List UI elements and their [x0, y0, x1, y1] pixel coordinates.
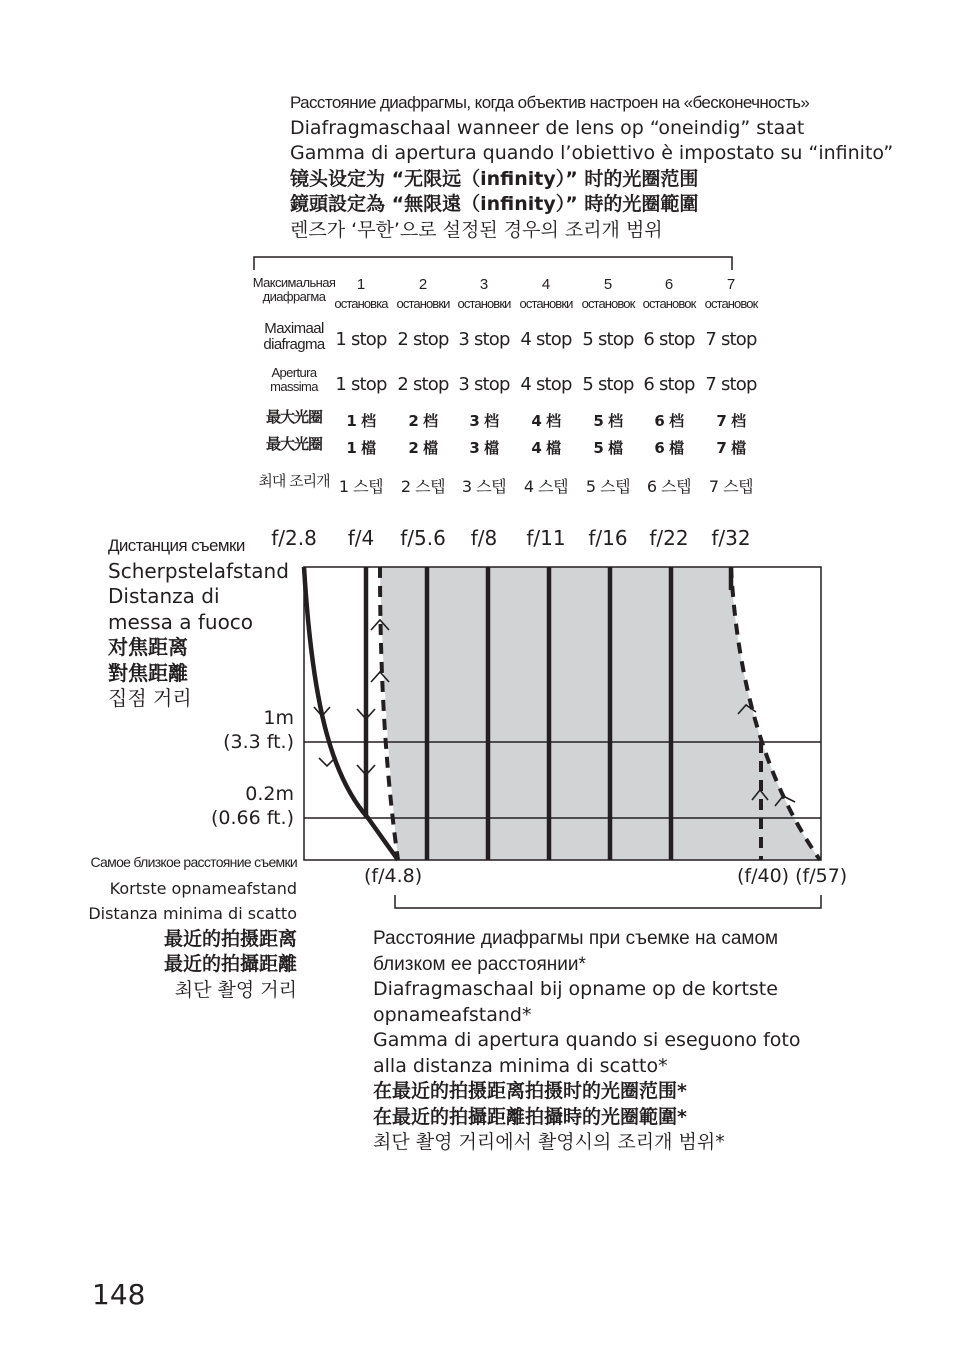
- closest-distance-nl: Kortste opnameafstand: [109, 878, 297, 898]
- stop-cell-ko: 6 스텝: [646, 477, 692, 496]
- stop-cell-it: 5 stop: [582, 374, 634, 395]
- f-number-label: f/4: [347, 526, 375, 550]
- focus-distance-it-1: Distanza di: [108, 584, 220, 608]
- row-label-ko: 최대 조리개: [258, 472, 330, 490]
- stop-cell-ru-num: 4: [541, 276, 551, 293]
- stop-cell-ru-num: 1: [356, 276, 366, 293]
- stop-cell-zh-cn: 7 档: [716, 412, 746, 430]
- closest-distance-ko: 최단 촬영 거리: [174, 978, 297, 1001]
- f-number-label: f/22: [649, 526, 689, 550]
- stop-cell-ru-num: 3: [479, 276, 489, 293]
- stop-cell-zh-cn: 5 档: [593, 412, 623, 430]
- bottom-caption-zh-tw: 在最近的拍攝距離拍攝時的光圈範圍*: [373, 1105, 687, 1128]
- stop-cell-ru-num: 5: [603, 276, 613, 293]
- top-caption-zh-tw: 鏡頭設定為 “無限遠（infinity）” 時的光圈範圍: [290, 193, 699, 215]
- stop-cell-nl: 5 stop: [582, 329, 634, 350]
- focus-distance-it-2: messa a fuoco: [108, 609, 254, 634]
- top-caption-ru: Расстояние диафрагмы, когда объектив настроен на «бесконечность»: [290, 93, 810, 112]
- label-f48: (f/4.8): [364, 865, 423, 887]
- page-number: 148: [92, 1278, 146, 1311]
- top-caption-it: Gamma di apertura quando l’obiettivo è impostato su “infinito”: [290, 142, 894, 164]
- focus-distance-zh-tw: 對焦距離: [108, 660, 188, 685]
- closest-distance-zh-cn: 最近的拍摄距离: [163, 927, 297, 950]
- stop-cell-ru-num: 6: [664, 276, 674, 293]
- row-label-it: Apertura massima: [270, 365, 318, 394]
- label-f40-f57: (f/40) (f/57): [737, 865, 848, 887]
- stop-cell-ru-word: остановки: [457, 296, 511, 311]
- f-number-label: f/8: [470, 526, 498, 550]
- stop-cell-zh-cn: 3 档: [469, 412, 499, 430]
- f-number-label: f/11: [526, 526, 566, 550]
- stop-cell-zh-tw: 7 檔: [716, 439, 746, 457]
- stop-cell-zh-cn: 6 档: [654, 412, 684, 430]
- focus-distance-ru: Дистанция съемки: [108, 536, 245, 555]
- stop-cell-it: 7 stop: [705, 374, 757, 395]
- stop-cell-zh-cn: 1 档: [346, 412, 376, 430]
- bottom-caption-nl-1: Diafragmaschaal bij opname op de kortste: [373, 978, 778, 1000]
- stop-cell-it: 1 stop: [335, 374, 387, 395]
- bottom-caption-ru-1: Расстояние диафрагмы при съемке на самом: [373, 928, 779, 949]
- stop-cell-nl: 3 stop: [458, 329, 510, 350]
- stop-cell-it: 6 stop: [643, 374, 695, 395]
- bottom-caption-it-1: Gamma di apertura quando si eseguono foto: [373, 1029, 801, 1051]
- row-label-zh-tw: 最大光圈: [265, 435, 322, 453]
- stop-cell-ko: 2 스텝: [400, 477, 446, 496]
- focus-distance-zh-cn: 对焦距离: [108, 635, 188, 659]
- top-caption-nl: Diafragmaschaal wanneer de lens op “oneindig” staat: [290, 116, 805, 139]
- closest-distance-zh-tw: 最近的拍攝距離: [163, 953, 297, 975]
- stop-cell-ru-word: остановок: [581, 296, 635, 311]
- stop-cell-ru-word: остановок: [704, 296, 758, 311]
- stop-cell-nl: 2 stop: [397, 329, 449, 350]
- stop-cell-it: 3 stop: [458, 374, 510, 395]
- stop-cell-it: 2 stop: [397, 374, 449, 395]
- stop-cell-ko: 5 스텝: [585, 477, 631, 496]
- row-label-ru: Максимальная диафрагма: [252, 275, 336, 304]
- f-number-label: f/32: [711, 526, 751, 550]
- closest-distance-it: Distanza minima di scatto: [88, 904, 297, 923]
- bottom-bracket: [395, 895, 821, 908]
- top-caption-ko: 렌즈가 ‘무한’으로 설정된 경우의 조리개 범위: [290, 218, 663, 241]
- focus-distance-ko: 집점 거리: [108, 686, 192, 710]
- stop-cell-ko: 1 스텝: [338, 477, 384, 496]
- stop-cell-it: 4 stop: [520, 374, 572, 395]
- bottom-caption-zh-cn: 在最近的拍摄距离拍摄时的光圈范围*: [373, 1080, 687, 1102]
- f-number-label: f/5.6: [400, 526, 446, 550]
- stop-cell-nl: 6 stop: [643, 329, 695, 350]
- stop-cell-ru-word: остановки: [396, 296, 450, 311]
- stop-cell-ko: 4 스텝: [523, 477, 569, 496]
- bottom-caption-it-2: alla distanza minima di scatto*: [373, 1054, 668, 1077]
- stop-cell-zh-cn: 2 档: [408, 412, 438, 430]
- stop-cell-ru-word: остановки: [519, 296, 573, 311]
- stop-cell-zh-tw: 5 檔: [593, 439, 623, 457]
- bottom-caption-ru-2: близком ее расстоянии*: [373, 953, 586, 975]
- stop-cell-zh-tw: 1 檔: [346, 439, 376, 457]
- stop-cell-zh-tw: 2 檔: [408, 439, 438, 457]
- bottom-caption: [373, 926, 800, 1156]
- stop-cell-zh-tw: 3 檔: [469, 439, 499, 457]
- row-label-nl: Maximaal diafragma: [263, 320, 325, 353]
- distance-1m: 1m (3.3 ft.): [223, 707, 294, 753]
- closest-distance-label: [88, 850, 297, 1003]
- bottom-caption-nl-2: opnameafstand*: [373, 1003, 532, 1026]
- stop-cell-ru-word: остановка: [334, 296, 388, 311]
- stop-cell-nl: 4 stop: [520, 329, 572, 350]
- stop-cell-nl: 7 stop: [705, 329, 757, 350]
- row-label-zh-cn: 最大光圈: [265, 408, 322, 426]
- stop-cell-ru-num: 2: [418, 276, 428, 293]
- distance-02m: 0.2m (0.66 ft.): [210, 783, 294, 829]
- f-number-label: f/16: [588, 526, 628, 550]
- focus-distance-nl: Scherpstelafstand: [108, 558, 289, 583]
- stop-cell-ru-num: 7: [726, 276, 736, 293]
- bottom-caption-ko: 최단 촬영 거리에서 촬영시의 조리개 범위*: [373, 1131, 725, 1153]
- stop-cell-zh-tw: 6 檔: [654, 439, 684, 457]
- stop-cell-ko: 7 스텝: [708, 477, 754, 496]
- stop-cell-zh-tw: 4 檔: [531, 439, 561, 457]
- stop-cell-ko: 3 스텝: [461, 477, 507, 496]
- closest-distance-ru: Самое близкое расстояние съемки: [90, 854, 297, 870]
- top-caption-zh-cn: 镜头设定为 “无限远（infinity）” 时的光圈范围: [290, 167, 699, 190]
- stop-cell-nl: 1 stop: [335, 329, 387, 350]
- stop-cell-zh-cn: 4 档: [531, 412, 561, 430]
- stop-cell-ru-word: остановок: [642, 296, 696, 311]
- f-number-label: f/2.8: [271, 526, 317, 550]
